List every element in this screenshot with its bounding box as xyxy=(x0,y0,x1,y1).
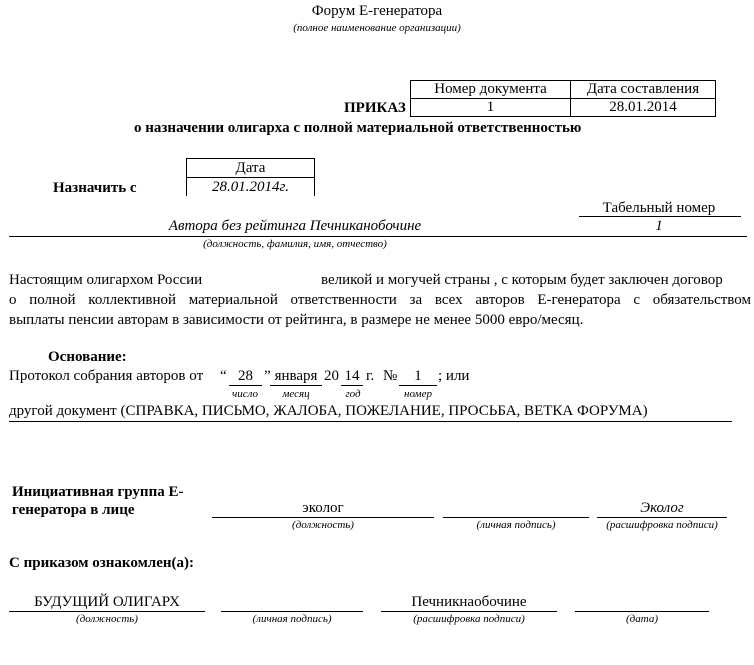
person-hint: (должность, фамилия, имя, отчество) xyxy=(203,238,387,250)
date-value: 28.01.2014 xyxy=(571,99,716,117)
person-name: Автора без рейтинга Печниканобочине xyxy=(168,218,422,234)
order-title: ПРИКАЗ xyxy=(344,100,406,116)
protocol-year-line xyxy=(341,385,363,386)
tab-number-header-line xyxy=(579,216,741,217)
protocol-number-sign: № xyxy=(383,368,398,384)
acquainted-hint-decoding: (расшифровка подписи) xyxy=(413,613,525,625)
appoint-date-box xyxy=(186,158,315,196)
order-subject: о назначении олигарха с полной материальной ответственностью xyxy=(134,120,582,136)
initiative-position: эколог xyxy=(302,500,344,516)
acquainted-position: БУДУЩИЙ ОЛИГАРХ xyxy=(34,594,180,610)
protocol-year: 14 xyxy=(344,368,360,384)
tab-number-header: Табельный номер xyxy=(602,200,716,216)
acquainted-hint-signature: (личная подпись) xyxy=(252,613,332,625)
basis-heading: Основание: xyxy=(48,349,127,365)
acquainted-decoding-line xyxy=(381,611,557,612)
organization-name-hint: (полное наименование организации) xyxy=(293,22,461,34)
date-header: Дата составления xyxy=(571,81,716,99)
initiative-label-line1: Инициативная группа Е- xyxy=(12,484,184,500)
appoint-label: Назначить с xyxy=(53,180,137,196)
protocol-day: 28 xyxy=(238,368,253,384)
initiative-hint-position: (должность) xyxy=(292,519,354,531)
body-line1-part-b: великой и могучей страны , с которым будет заключен договор xyxy=(321,272,723,288)
acquainted-label: С приказом ознакомлен(а): xyxy=(9,555,194,571)
doc-number-value: 1 xyxy=(411,99,571,117)
body-line1-part-a: Настоящим олигархом России xyxy=(9,272,203,288)
acquainted-signature-line xyxy=(221,611,363,612)
quote-open: “ xyxy=(220,368,227,384)
protocol-month: января xyxy=(274,368,318,384)
protocol-year-suffix: г. xyxy=(366,368,375,384)
body-line2 xyxy=(9,292,751,309)
acquainted-decoding: Печникнаобочине xyxy=(411,594,527,610)
hint-year: год xyxy=(345,388,361,400)
hint-month: месяц xyxy=(282,388,310,400)
other-document-line xyxy=(9,421,732,422)
order-number-table xyxy=(410,80,716,117)
acquainted-hint-position: (должность) xyxy=(76,613,138,625)
doc-number-header: Номер документа xyxy=(411,81,571,99)
organization-name: Форум Е-генератора xyxy=(311,3,443,19)
protocol-number: 1 xyxy=(414,368,422,384)
hint-number: номер xyxy=(404,388,432,400)
initiative-label-line2: генератора в лице xyxy=(12,502,135,518)
appoint-date-value: 28.01.2014г. xyxy=(212,179,289,195)
tab-number-value: 1 xyxy=(655,218,663,234)
protocol-year-prefix: 20 xyxy=(324,368,339,384)
body-line3: выплаты пенсии авторам в зависимости от рейтинга, в размере не менее 5000 евро/месяц. xyxy=(9,312,584,328)
initiative-decoding: Эколог xyxy=(640,500,684,516)
person-line xyxy=(9,236,747,237)
acquainted-hint-date: (дата) xyxy=(626,613,658,625)
initiative-hint-decoding: (расшифровка подписи) xyxy=(606,519,718,531)
initiative-decoding-line xyxy=(597,517,727,518)
protocol-number-line xyxy=(399,385,437,386)
acquainted-date-line xyxy=(575,611,709,612)
initiative-signature-line xyxy=(443,517,589,518)
protocol-suffix: ; или xyxy=(438,368,470,384)
protocol-day-line xyxy=(229,385,262,386)
initiative-position-line xyxy=(212,517,434,518)
hint-day: число xyxy=(231,388,259,400)
protocol-prefix: Протокол собрания авторов от xyxy=(9,368,204,384)
acquainted-position-line xyxy=(9,611,205,612)
body-line2-text: о полной коллективной материальной ответственности за всех авторов Е-генератора с обязательством xyxy=(9,292,751,308)
quote-close: ” xyxy=(264,368,271,384)
appoint-date-header: Дата xyxy=(187,159,314,178)
protocol-month-line xyxy=(270,385,322,386)
other-document: другой документ (СПРАВКА, ПИСЬМО, ЖАЛОБА, ПОЖЕЛАНИЕ, ПРОСЬБА, ВЕТКА ФОРУМА) xyxy=(9,403,648,419)
initiative-hint-signature: (личная подпись) xyxy=(476,519,556,531)
